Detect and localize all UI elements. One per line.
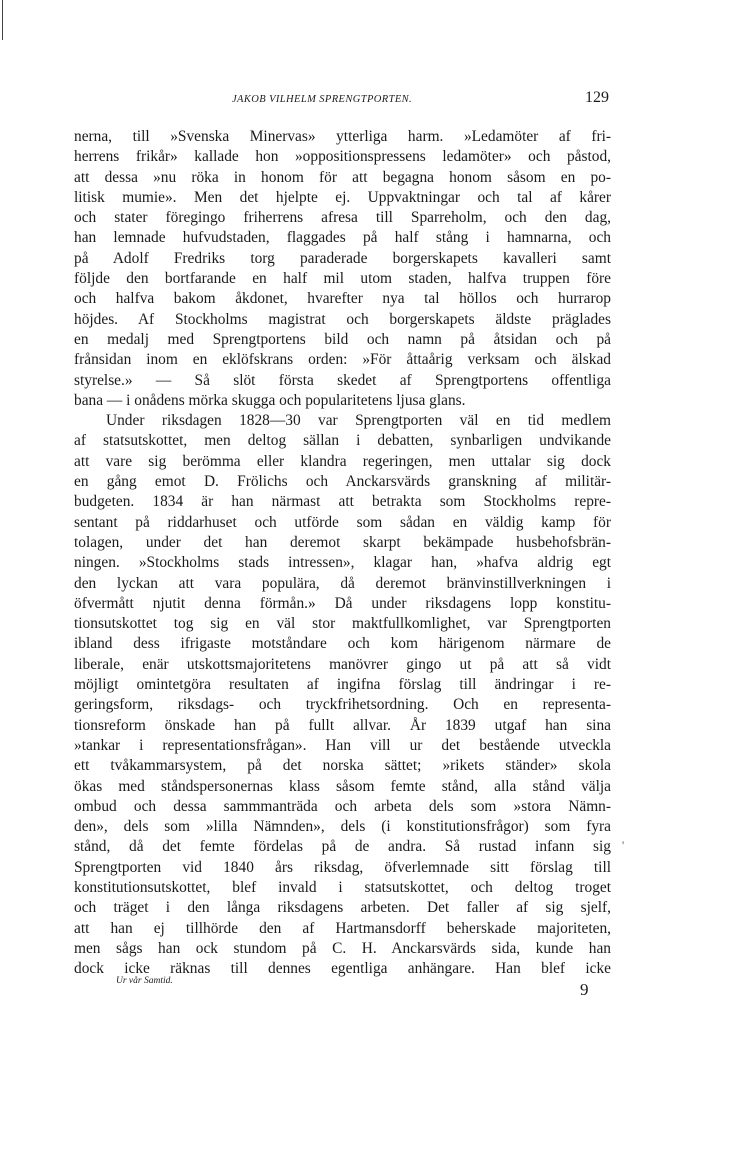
text-line: ett tvåkammarsystem, på det norska sättet; »rikets ständer» skola [74,757,611,775]
text-line: och stater föregingo friherrens afresa till Sparreholm, och den dag, [74,209,611,227]
text-line: »tankar i representationsfrågan». Han vill ur det bestående utveckla [74,736,611,754]
text-line: liberale, enär utskottsmajoritetens manövrer gingo ut på att så vidt [74,655,611,673]
text-line-paragraph-end: bana — i onådens mörka skugga och popularitetens ljusa glans. [74,391,466,409]
text-line: geringsform, riksdags- och tryckfrihetsordning. Och en representa- [74,696,611,714]
text-line: följde den bortfarande en half mil utom staden, halfva truppen före [74,270,611,288]
text-line: konstitutionsutskottet, blef invald i statsutskottet, och deltog troget [74,878,611,896]
text-line: ibland dess ifrigaste motståndare och kom härigenom närmare de [74,635,611,653]
page-number: 129 [585,89,609,106]
body-text [74,127,611,979]
text-line: en gång emot D. Frölichs och Anckarsvärds granskning af militär- [74,473,611,491]
text-line: att vare sig berömma eller klandra regeringen, men uttalar sig dock [74,452,611,470]
page-edge-line [2,0,3,40]
text-line: styrelse.» — Så slöt första skedet af Sprengtportens offentliga [74,371,611,389]
text-line: tolagen, under det han deremot skarpt bekämpade husbehofsbrän- [74,533,611,551]
text-line: men sågs han ock stundom på C. H. Anckarsvärds sida, kunde han [74,939,611,957]
running-title: JAKOB VILHELM SPRENGTPORTEN. [232,94,413,105]
text-line: öfvermått njutit denna förmån.» Då under riksdagens lopp konstitu- [74,594,611,612]
text-line: nerna, till »Svenska Minervas» ytterliga harm. »Ledamöter af fri- [74,128,611,145]
text-line: den», dels som »lilla Nämnden», dels (i konstitutionsfrågor) som fyra [74,818,611,836]
text-line: ningen. »Stockholms stads intressen», klagar han, »hafva aldrig egt [74,554,611,572]
text-line: en medalj med Sprengtportens bild och namn på åtsidan och på [74,330,611,348]
text-line: dock icke räknas till dennes egentliga anhängare. Han blef icke [74,960,611,978]
text-line: herrens frikår» kallade hon »oppositionspressens ledamöter» och påstod, [74,148,611,166]
stray-print-mark: ' [622,838,625,852]
text-line: höjdes. Af Stockholms magistrat och borgerskapets äldste präglades [74,310,611,328]
text-line: budgeten. 1834 är han närmast att betrakta som Stockholms repre- [74,493,611,511]
text-line-paragraph-start: Under riksdagen 1828—30 var Sprengtporten väl en tid medlem [106,412,611,430]
text-line: ombud och dessa sammmanträda och arbeta dels som »stora Nämn- [74,797,611,815]
signature-mark: 9 [580,980,589,999]
text-line: möjligt omintetgöra resultaten af ingifna förslag till ändringar i re- [74,676,611,694]
text-line: tionsreform önskade han på fullt allvar. År 1839 utgaf han sina [74,716,611,734]
text-line: på Adolf Fredriks torg paraderade borgerskapets kavalleri samt [74,249,611,267]
text-line: han lemnade hufvudstaden, flaggades på half stång i hamnarna, och [74,229,611,247]
text-line: litisk mumie». Men det hjelpte ej. Uppvaktningar och tal af kårer [74,188,611,206]
text-line: sentant på riddarhuset och utförde som sådan en väldig kamp för [74,513,611,531]
text-line: af statsutskottet, men deltog sällan i debatten, synbarligen undvikande [74,432,611,450]
text-line: att dessa »nu röka in honom för att begagna honom såsom en po- [74,168,611,186]
text-line: Sprengtporten vid 1840 års riksdag, öfverlemnade sitt förslag till [74,858,611,876]
text-line: och träget i den långa riksdagens arbeten. Det faller af sig sjelf, [74,899,611,917]
text-line: stånd, då det femte fördelas på de andra. Så rustad infann sig [74,838,611,856]
text-line: den lyckan att vara populära, då deremot bränvinstillverkningen i [74,574,611,592]
text-line: att han ej tillhörde den af Hartmansdorff beherskade majoriteten, [74,919,611,937]
text-line: och halfva bakom åkdonet, hvarefter nya tal höllos och hurrarop [74,290,611,308]
text-line: ökas med ståndspersonernas klass såsom femte stånd, alla stånd välja [74,777,611,795]
footer-source: Ur vår Samtid. [116,976,173,986]
text-line: frånsidan inom en eklöfskrans orden: »För åttaårig verksam och älskad [74,351,611,369]
text-line: tionsutskottet tog sig en väl stor maktfullkomlighet, var Sprengtporten [74,615,611,633]
